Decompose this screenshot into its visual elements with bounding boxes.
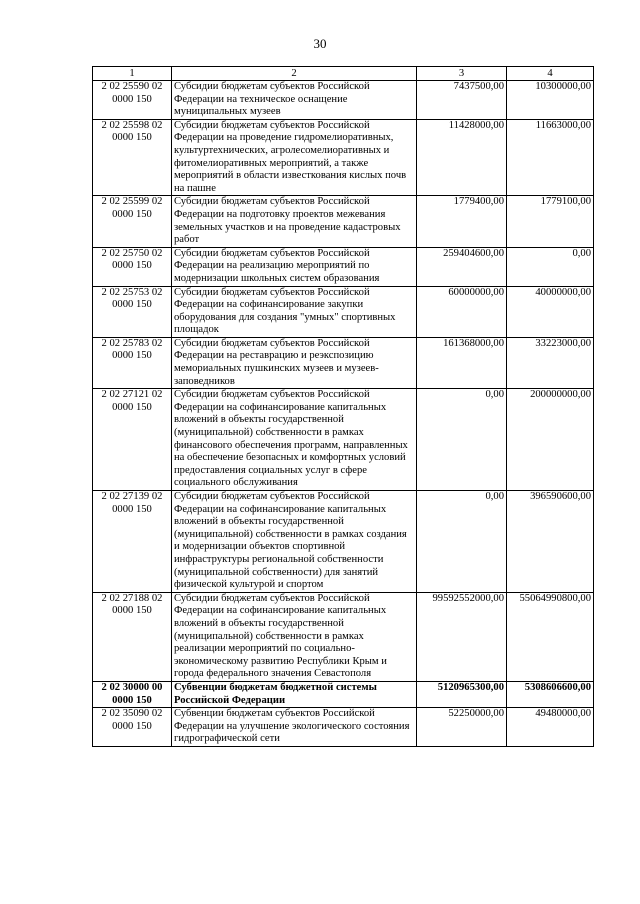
header-row (93, 67, 594, 81)
table-row (93, 389, 594, 491)
table-row (93, 119, 594, 196)
value-3-cell: 11428000,00 (417, 119, 507, 196)
value-4-cell: 10300000,00 (507, 81, 594, 120)
value-4-cell: 396590600,00 (507, 491, 594, 593)
value-3-cell: 0,00 (417, 491, 507, 593)
code-cell: 2 02 30000 00 0000 150 (93, 681, 172, 707)
description-cell: Субсидии бюджетам субъектов Российской Федерации на софинансирование закупки оборудования для создания "умных" спортивных площадок (172, 286, 417, 337)
table-row (93, 708, 594, 747)
value-3-cell: 161368000,00 (417, 337, 507, 388)
code-cell: 2 02 25590 02 0000 150 (93, 81, 172, 120)
code-cell: 2 02 35090 02 0000 150 (93, 708, 172, 747)
code-cell: 2 02 25750 02 0000 150 (93, 247, 172, 286)
value-3-cell: 7437500,00 (417, 81, 507, 120)
description-cell: Субвенции бюджетам бюджетной системы Российской Федерации (172, 681, 417, 707)
description-cell: Субсидии бюджетам субъектов Российской Федерации на реставрацию и реэкспозицию мемориальных пушкинских музеев и музеев-заповедников (172, 337, 417, 388)
table-row (93, 592, 594, 681)
value-3-cell: 1779400,00 (417, 196, 507, 247)
table-row (93, 81, 594, 120)
value-3-cell: 0,00 (417, 389, 507, 491)
value-4-cell: 1779100,00 (507, 196, 594, 247)
value-3-cell: 60000000,00 (417, 286, 507, 337)
code-cell: 2 02 27121 02 0000 150 (93, 389, 172, 491)
value-4-cell: 11663000,00 (507, 119, 594, 196)
value-4-cell: 0,00 (507, 247, 594, 286)
table-row (93, 337, 594, 388)
page-number: 30 (313, 36, 327, 51)
value-4-cell: 49480000,00 (507, 708, 594, 747)
header-cell-3: 3 (417, 67, 507, 81)
header-cell-4: 4 (507, 67, 594, 81)
value-4-cell: 40000000,00 (507, 286, 594, 337)
description-cell: Субсидии бюджетам субъектов Российской Федерации на техническое оснащение муниципальных музеев (172, 81, 417, 120)
description-cell: Субсидии бюджетам субъектов Российской Федерации на подготовку проектов межевания земельных участков и на проведение кадастровых работ (172, 196, 417, 247)
value-4-cell: 55064990800,00 (507, 592, 594, 681)
header-cell-1: 1 (93, 67, 172, 81)
budget-table (92, 66, 594, 747)
value-3-cell: 52250000,00 (417, 708, 507, 747)
value-3-cell: 99592552000,00 (417, 592, 507, 681)
table-row (93, 286, 594, 337)
table-row (93, 247, 594, 286)
description-cell: Субвенции бюджетам субъектов Российской Федерации на улучшение экологического состояния гидрографической сети (172, 708, 417, 747)
code-cell: 2 02 25598 02 0000 150 (93, 119, 172, 196)
value-3-cell: 5120965300,00 (417, 681, 507, 707)
code-cell: 2 02 25599 02 0000 150 (93, 196, 172, 247)
value-4-cell: 33223000,00 (507, 337, 594, 388)
description-cell: Субсидии бюджетам субъектов Российской Федерации на софинансирование капитальных вложений в объекты государственной (муниципальной) собственности в рамках финансового обеспечения программ, направленных на обеспечение безопасных и комфортных условий предоставления социальных услуг в сфере социального обслуживания (172, 389, 417, 491)
description-cell: Субсидии бюджетам субъектов Российской Федерации на реализацию мероприятий по модернизации школьных систем образования (172, 247, 417, 286)
table-row (93, 196, 594, 247)
table-row (93, 681, 594, 707)
value-4-cell: 5308606600,00 (507, 681, 594, 707)
description-cell: Субсидии бюджетам субъектов Российской Федерации на проведение гидромелиоративных, культуртехнических, агролесомелиоративных и фитомелиоративных мероприятий, а также мероприятий в области известкования кислых почв на пашне (172, 119, 417, 196)
value-3-cell: 259404600,00 (417, 247, 507, 286)
code-cell: 2 02 27188 02 0000 150 (93, 592, 172, 681)
code-cell: 2 02 25753 02 0000 150 (93, 286, 172, 337)
code-cell: 2 02 27139 02 0000 150 (93, 491, 172, 593)
description-cell: Субсидии бюджетам субъектов Российской Федерации на софинансирование капитальных вложений в объекты государственной (муниципальной) собственности в рамках реализации мероприятий по социально-экономическому развитию Республики Крым и города федерального значения Севастополя (172, 592, 417, 681)
code-cell: 2 02 25783 02 0000 150 (93, 337, 172, 388)
value-4-cell: 200000000,00 (507, 389, 594, 491)
table-row (93, 491, 594, 593)
header-cell-2: 2 (172, 67, 417, 81)
description-cell: Субсидии бюджетам субъектов Российской Федерации на софинансирование капитальных вложений в объекты государственной (муниципальной) собственности в рамках создания и модернизации объектов спортивной инфраструктуры региональной собственности (муниципальной собственности) для занятий физической культурой и спортом (172, 491, 417, 593)
